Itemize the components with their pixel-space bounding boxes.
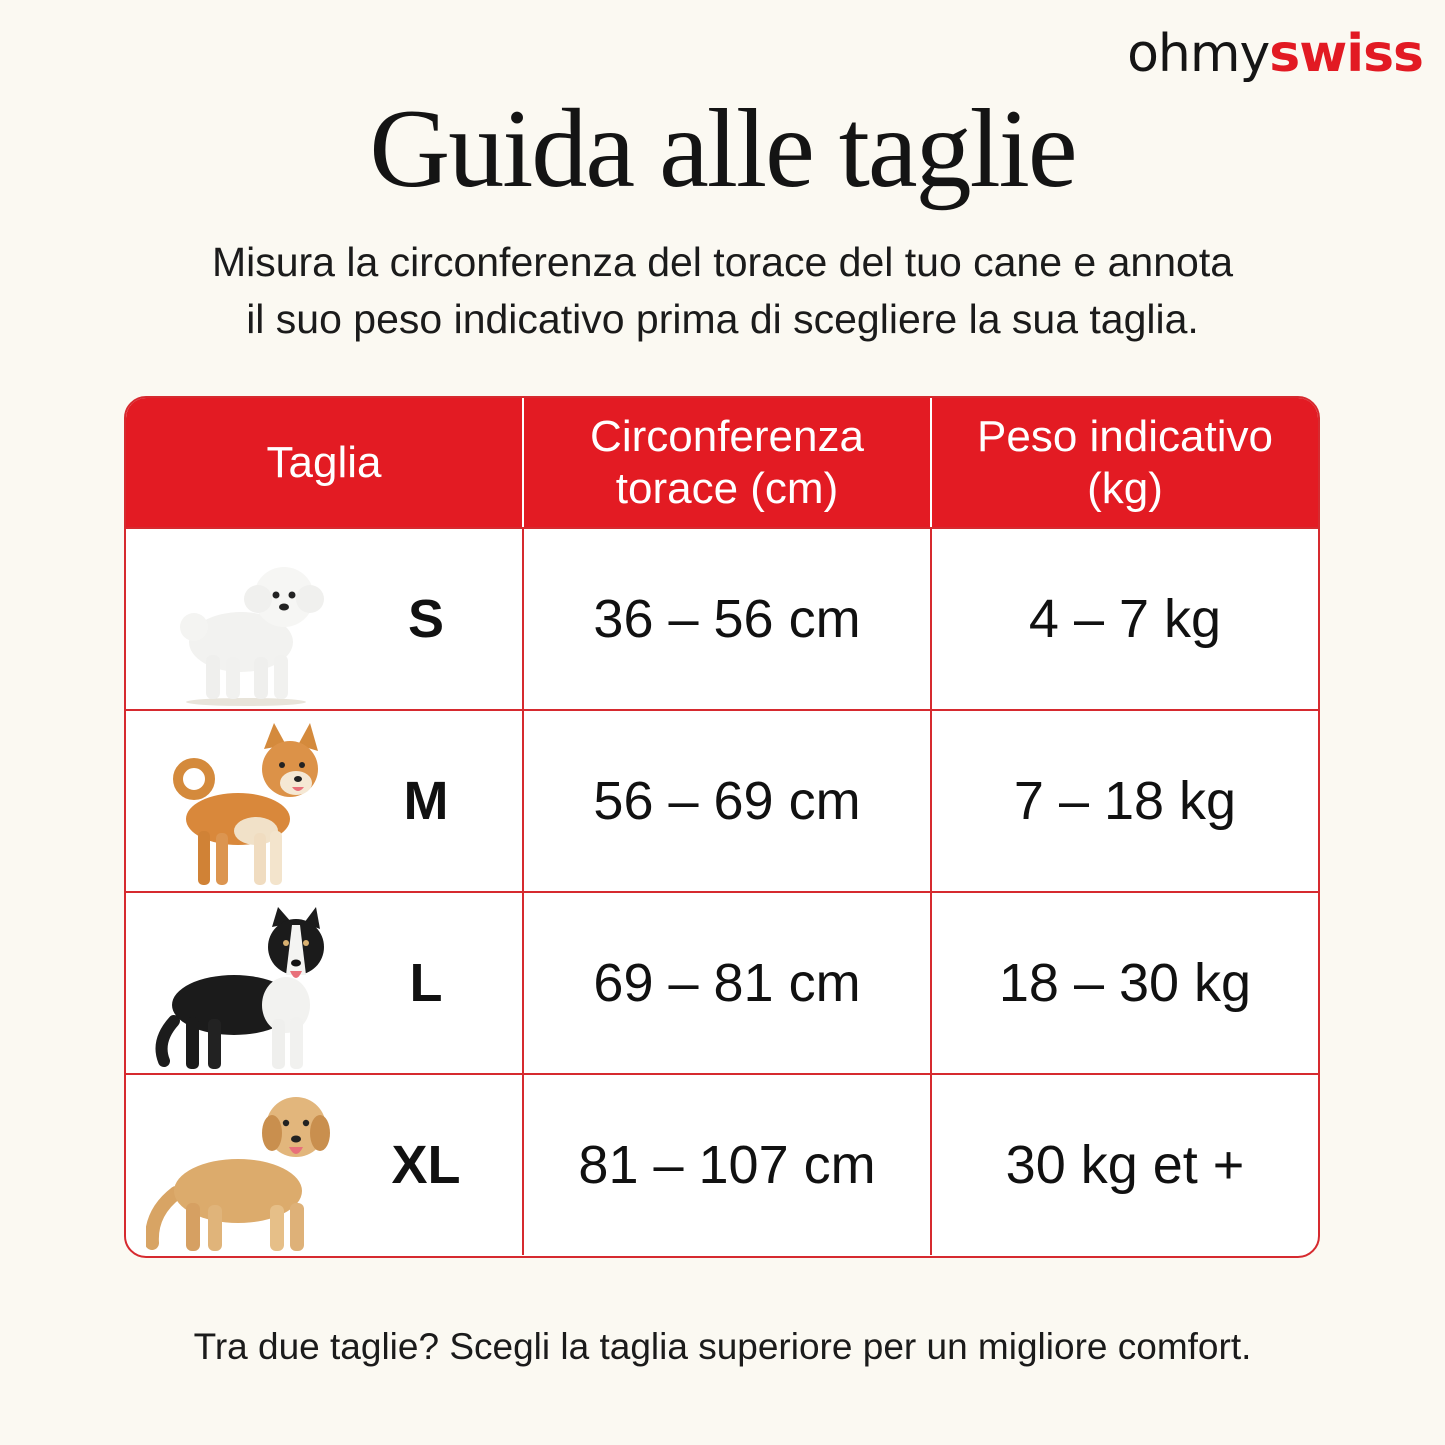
chest-cell: 56 – 69 cm xyxy=(522,711,930,891)
size-cell xyxy=(126,893,522,1073)
size-label: XL xyxy=(391,1135,461,1195)
chest-cell: 81 – 107 cm xyxy=(522,1075,930,1255)
weight-cell: 18 – 30 kg xyxy=(930,893,1318,1073)
header-chest-line-2: torace (cm) xyxy=(615,463,839,513)
header-chest xyxy=(522,398,930,527)
size-label: S xyxy=(407,589,445,649)
size-label: M xyxy=(403,771,449,831)
header-size-line-1: Taglia xyxy=(266,437,382,487)
page-subtitle xyxy=(100,234,1345,348)
subtitle-line-2: il suo peso indicativo prima di scegliere la sua taglia. xyxy=(246,296,1199,342)
brand-logo-part2: swiss xyxy=(1269,24,1423,84)
table-row xyxy=(126,709,1318,891)
golden-retriever-dog-icon xyxy=(146,1083,346,1253)
size-table xyxy=(124,396,1320,1258)
table-row xyxy=(126,1073,1318,1255)
size-cell xyxy=(126,1075,522,1255)
table-header xyxy=(126,398,1318,527)
shiba-dog-icon xyxy=(146,719,346,889)
header-weight-line-1: Peso indicativo xyxy=(977,411,1273,461)
border-collie-dog-icon xyxy=(146,901,346,1071)
chest-cell: 69 – 81 cm xyxy=(522,893,930,1073)
page-title: Guida alle taglie xyxy=(369,87,1076,211)
size-cell xyxy=(126,529,522,709)
weight-cell: 7 – 18 kg xyxy=(930,711,1318,891)
weight-cell: 30 kg et + xyxy=(930,1075,1318,1255)
header-weight xyxy=(930,398,1318,527)
subtitle-line-1: Misura la circonferenza del torace del tuo cane e annota xyxy=(211,239,1234,285)
table-row xyxy=(126,891,1318,1073)
table-row xyxy=(126,527,1318,709)
header-weight-line-2: (kg) xyxy=(1087,463,1163,513)
brand-logo-part1: ohmy xyxy=(1127,24,1270,84)
brand-logo xyxy=(1127,24,1423,84)
bichon-dog-icon xyxy=(146,537,346,707)
size-label: L xyxy=(409,953,443,1013)
weight-cell: 4 – 7 kg xyxy=(930,529,1318,709)
header-chest-line-1: Circonferenza xyxy=(590,411,864,461)
chest-cell: 36 – 56 cm xyxy=(522,529,930,709)
footer-note: Tra due taglie? Scegli la taglia superiore per un migliore comfort. xyxy=(193,1326,1252,1367)
size-cell xyxy=(126,711,522,891)
header-size xyxy=(126,398,522,527)
